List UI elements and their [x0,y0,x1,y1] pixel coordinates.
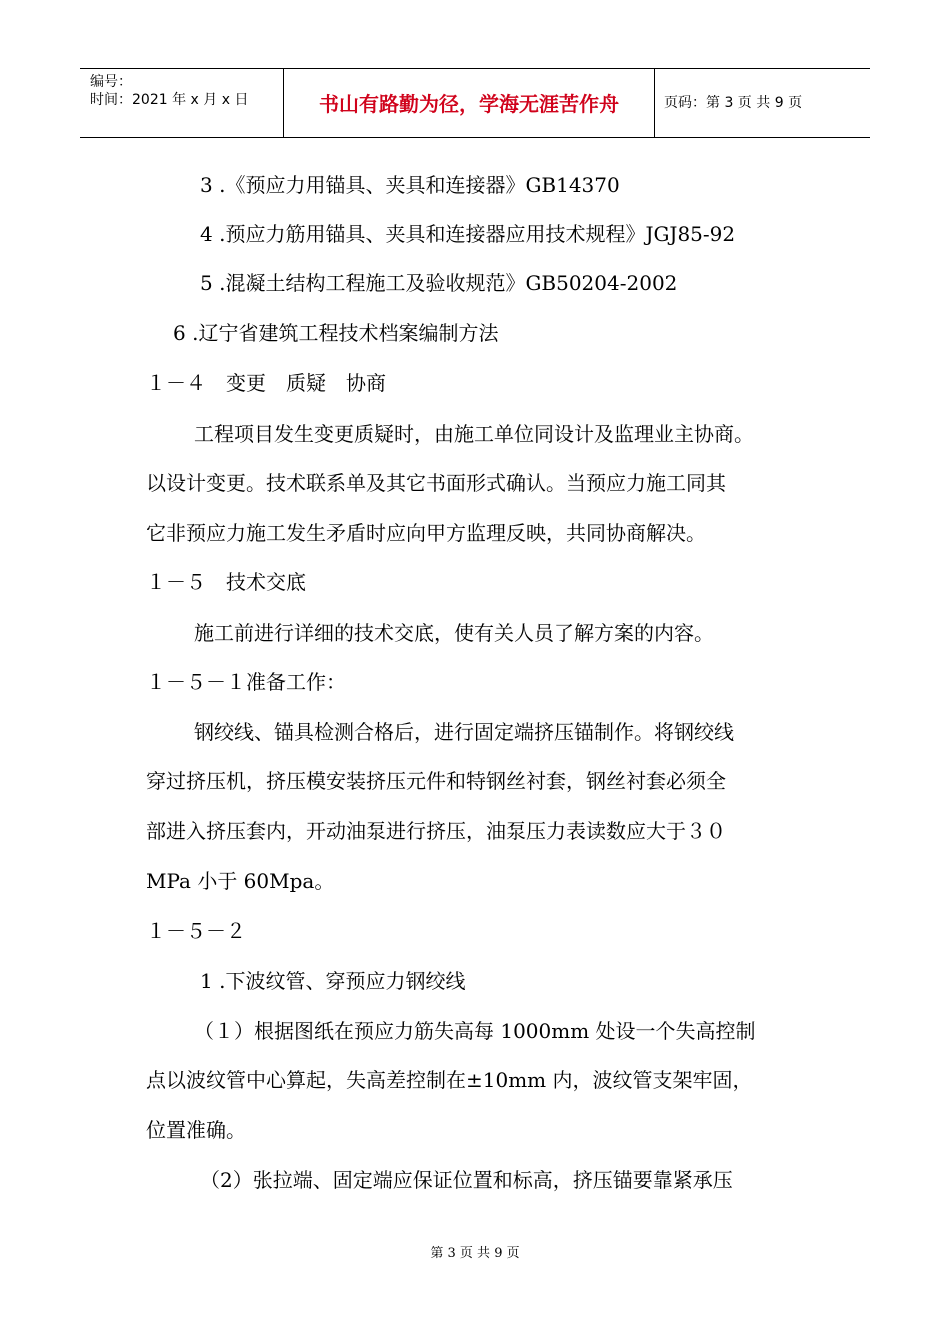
paragraph-line: 工程项目发生变更质疑时，由施工单位同设计及监理业主协商。 [194,422,754,446]
paragraph-line: MPa 小于 60Mpa。 [146,869,335,893]
paragraph-line: 施工前进行详细的技术交底，使有关人员了解方案的内容。 [194,621,714,645]
header-motto: 书山有路勤为径，学海无涯苦作舟 [319,92,619,116]
page-header [80,68,870,138]
reference-item-3: 3 .《预应力用锚具、夹具和连接器》GB14370 [200,173,620,197]
header-page-info: 页码：第 3 页 共 9 页 [664,95,803,111]
header-meta-cell [80,69,284,137]
subsection-heading: 1 .下波纹管、穿预应力钢绞线 [200,969,466,993]
paragraph-line: 穿过挤压机，挤压模安装挤压元件和特钢丝衬套，钢丝衬套必须全 [146,769,726,793]
header-page-cell [655,69,870,137]
section-heading-1-5-1: １－５－１准备工作： [146,670,346,694]
paragraph-line: 钢绞线、锚具检测合格后，进行固定端挤压锚制作。将钢绞线 [194,720,734,744]
paragraph-line: 部进入挤压套内，开动油泵进行挤压，油泵压力表读数应大于３０ [146,819,726,843]
section-heading-1-5: １－５ 技术交底 [146,570,306,594]
page-footer: 第 3 页 共 9 页 [430,1246,520,1261]
document-number-label: 编号： [90,74,132,90]
section-heading-1-5-2: １－５－２ [146,919,246,943]
reference-item-5: 5 .混凝土结构工程施工及验收规范》GB50204-2002 [200,271,678,295]
paragraph-line: （2）张拉端、固定端应保证位置和标高，挤压锚要靠紧承压 [200,1168,733,1192]
paragraph-line: （１）根据图纸在预应力筋失高每 1000mm 处设一个失高控制 [194,1019,756,1043]
reference-item-4: 4 .预应力筋用锚具、夹具和连接器应用技术规程》JGJ85-92 [200,222,736,246]
paragraph-line: 以设计变更。技术联系单及其它书面形式确认。当预应力施工同其 [146,471,726,495]
document-date: 时间：2021 年 x 月 x 日 [90,92,249,108]
paragraph-line: 它非预应力施工发生矛盾时应向甲方监理反映，共同协商解决。 [146,521,706,545]
paragraph-line: 点以波纹管中心算起，失高差控制在±10mm 内，波纹管支架牢固， [146,1068,753,1092]
header-motto-cell [284,69,655,137]
reference-item-6: 6 .辽宁省建筑工程技术档案编制方法 [173,321,499,345]
section-heading-1-4: １－４ 变更 质疑 协商 [146,371,386,395]
paragraph-line: 位置准确。 [146,1118,246,1142]
